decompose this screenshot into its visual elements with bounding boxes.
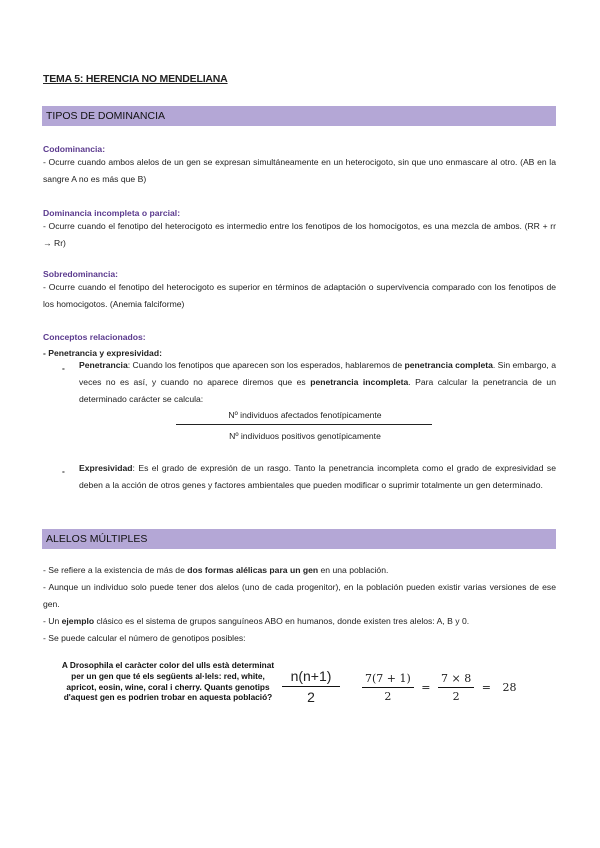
formula-numerator: n(n+1) [290, 668, 332, 684]
penetrance-expressivity-subheading: - Penetrancia y expresividad: [43, 348, 162, 358]
overdominance-heading: Sobredominancia: [43, 269, 118, 279]
multiple-alleles-line-1: - Se refiere a la existencia de más de dos formas alélicas para un gen en una población. [43, 565, 389, 575]
bullet-dash: - [62, 363, 65, 373]
formula-calculation [362, 672, 520, 703]
equals-sign: = [421, 681, 431, 694]
incomplete-dominance-text: - Ocurre cuando el fenotipo del heterocigoto es intermedio entre los fenotipos de los homocigotos, es una mezcla de ambos. (RR + rr → Rr) [43, 221, 556, 248]
multiple-alleles-line-3: - Un ejemplo clásico es el sistema de grupos sanguíneos ABO en humanos, donde existen tres alelos: A, B y 0. [43, 616, 470, 626]
codominance-text: - Ocurre cuando ambos alelos de un gen se expresan simultáneamente en un heterocigoto, sin que uno enmascare al otro. (AB en la sangre A no es más que B) [43, 157, 556, 184]
multiple-alleles-line-2: - Aunque un individuo solo puede tener dos alelos (uno de cada progenitor), en la población pueden existir varias versiones de ese gen. [43, 582, 556, 609]
genotype-formula [282, 668, 340, 705]
codominance-heading: Codominancia: [43, 144, 106, 154]
section-header-dominance: TIPOS DE DOMINANCIA [42, 106, 556, 126]
calc-fraction-1: $\frac{7(7 + 1)}{2}$ [362, 672, 414, 703]
incomplete-dominance-heading: Dominancia incompleta o parcial: [43, 208, 181, 218]
equals-sign: = [481, 681, 491, 694]
overdominance-text: - Ocurre cuando el fenotipo del heterocigoto es superior en términos de adaptación o supervivencia comparado con los fenotipos de los homocigotos. (Anemia falciforme) [43, 282, 556, 309]
expressivity-term: Expresividad [79, 463, 133, 473]
multiple-alleles-line-4: - Se puede calcular el número de genotipos posibles: [43, 633, 246, 643]
bullet-dash: - [62, 466, 65, 476]
formula-denominator: 2 [307, 689, 315, 706]
calc-result: 28 [502, 681, 517, 694]
formula-bar [282, 686, 340, 687]
drosophila-problem: A Drosophila el caràcter color del ulls està determinat per un gen que té els següents al·lels: red, white, apricot, eosin, wine, coral i cherry. Quants genotips d'aquest gen es podrien trobar en aquesta població? [61, 660, 275, 703]
penetrance-denominator: Nº individuos positivos genotípicamente [229, 431, 381, 441]
penetrance-text: Penetrancia: Cuando los fenotipos que aparecen son los esperados, hablaremos de penetrancia completa. Sin embargo, a veces no es así, y cuando no aparece diremos que es penetrancia incompleta. Para calcular la penetrancia de un determinado carácter se calcula: [79, 360, 556, 404]
section-header-multiple-alleles: ALELOS MÚLTIPLES [42, 529, 556, 549]
fraction-line [176, 424, 432, 425]
penetrance-term: Penetrancia [79, 360, 128, 370]
calc-fraction-2: $\frac{7 \times 8}{2}$ [438, 672, 474, 703]
document-title: TEMA 5: HERENCIA NO MENDELIANA [43, 73, 228, 85]
expressivity-text: Expresividad: Es el grado de expresión de un rasgo. Tanto la penetrancia incompleta como el grado de expresividad se deben a la acción de otros genes y factores ambientales que pueden modificar o suprimir totalmente un gen determinado. [79, 463, 556, 490]
penetrance-numerator: Nº individuos afectados fenotípicamente [228, 410, 382, 420]
related-concepts-heading: Conceptos relacionados: [43, 332, 146, 342]
